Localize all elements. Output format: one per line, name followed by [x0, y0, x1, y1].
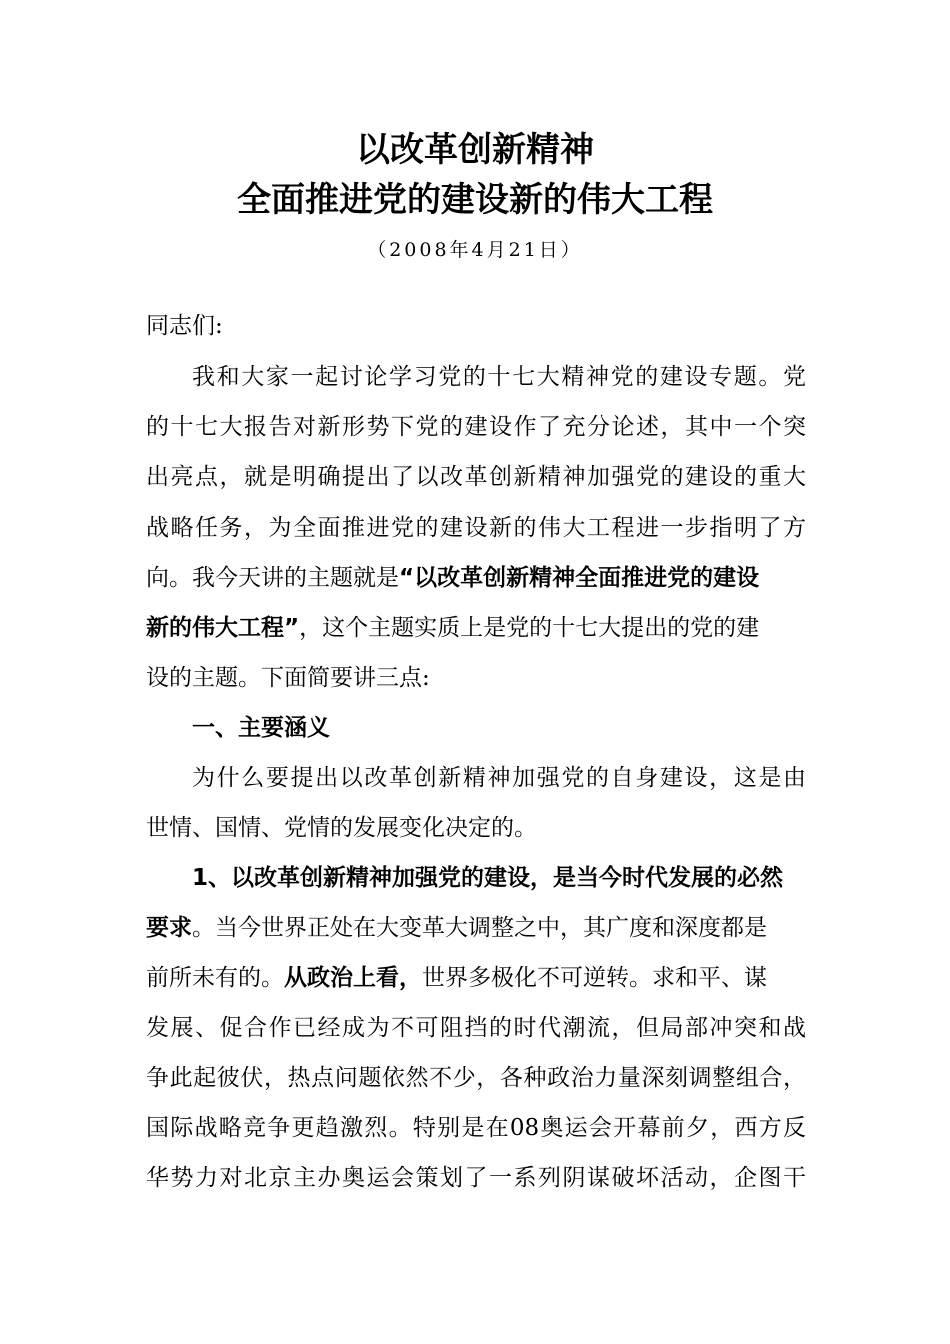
date-line: （2008年4月21日）: [367, 239, 583, 261]
body-line: 世情、国情、党情的发展变化决定的。: [146, 815, 537, 841]
body-line: 向。我今天讲的主题就是“以改革创新精神全面推进党的建设: [146, 565, 760, 591]
body-line: 要求。当今世界正处在大变革大调整之中，其广度和深度都是: [146, 915, 767, 941]
bold-phrase: 从政治上看，: [284, 965, 422, 991]
bold-phrase: 要求: [146, 915, 192, 941]
body-line: 华势力对北京主办奥运会策划了一系列阴谋破坏活动，企图干: [146, 1165, 806, 1191]
title-line-2: 全面推进党的建设新的伟大工程: [237, 180, 713, 220]
body-line: 争此起彼伏，热点问题依然不少，各种政治力量深刻调整组合，: [146, 1065, 806, 1091]
body-line: 出亮点，就是明确提出了以改革创新精神加强党的建设的重大: [146, 464, 806, 490]
body-line: 新的伟大工程”，这个主题实质上是党的十七大提出的党的建: [146, 615, 760, 641]
body-line: 为什么要提出以改革创新精神加强党的自身建设，这是由: [192, 765, 806, 791]
title-line-1: 以改革创新精神: [356, 130, 594, 170]
bold-phrase: “以改革创新精神全面推进党的建设: [399, 565, 760, 591]
point-heading: 1、以改革创新精神加强党的建设，是当今时代发展的必然: [192, 865, 784, 891]
body-line: 发展、促合作已经成为不可阻挡的时代潮流，但局部冲突和战: [146, 1015, 806, 1041]
salutation: 同志们:: [146, 313, 223, 339]
body-line: 国际战略竞争更趋激烈。特别是在08奥运会开幕前夕，西方反: [146, 1115, 806, 1141]
body-line: 我和大家一起讨论学习党的十七大精神党的建设专题。党: [192, 364, 806, 390]
body-line: 的十七大报告对新形势下党的建设作了充分论述，其中一个突: [146, 414, 806, 440]
body-line: 前所未有的。从政治上看，世界多极化不可逆转。求和平、谋: [146, 965, 767, 991]
body-line: 设的主题。下面简要讲三点:: [146, 665, 430, 691]
section-heading: 一、主要涵义: [192, 715, 330, 741]
body-line: 战略任务，为全面推进党的建设新的伟大工程进一步指明了方: [146, 515, 806, 541]
bold-phrase: 新的伟大工程”: [146, 615, 300, 641]
